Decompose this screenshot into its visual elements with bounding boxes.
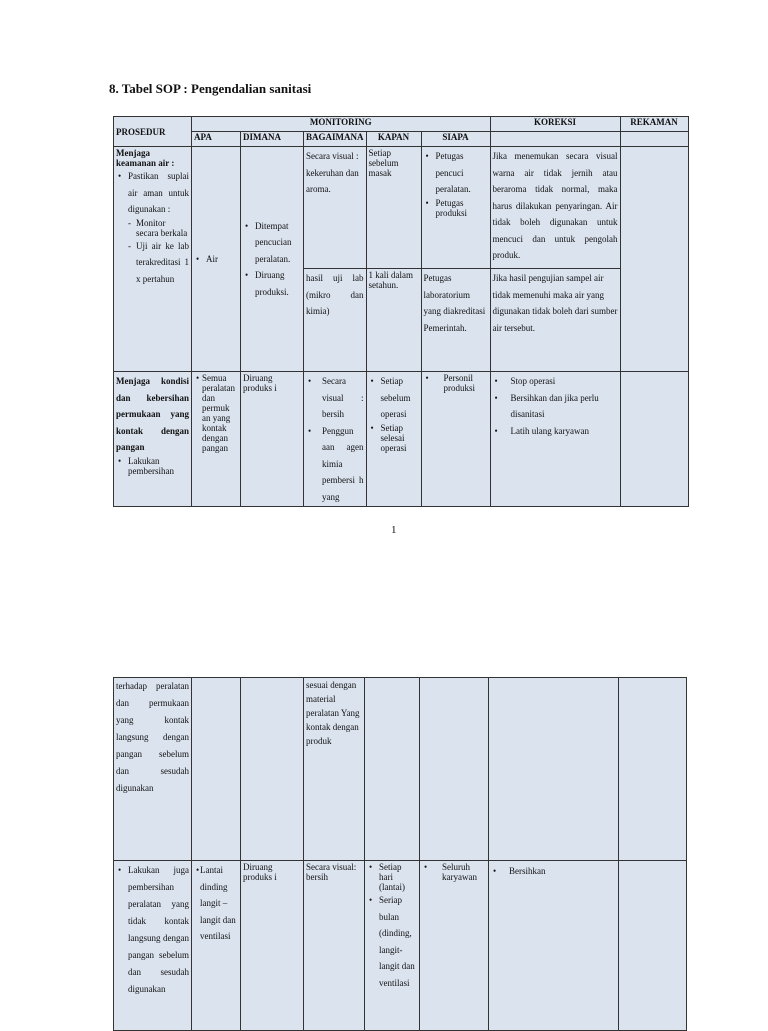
row3-apa	[192, 678, 241, 861]
sop-table-part-2	[113, 677, 687, 1031]
row2-prosedur	[114, 372, 192, 507]
row2-bagaimana	[304, 372, 367, 507]
row2-kapan	[366, 372, 421, 507]
row3-dimana	[241, 678, 304, 861]
row3-bagaimana: sesuai dengan material peralatan Yang kontak dengan produk	[304, 678, 365, 861]
row3-kapan	[365, 678, 420, 861]
row3-koreksi	[489, 678, 619, 861]
row3-prosedur: terhadap peralatan dan permukaan yang kontak langsung dengan pangan sebelum dan sesudah digunakan	[114, 678, 192, 861]
row1-kapan-b: 1 kali dalam setahun.	[366, 269, 421, 372]
page-title: 8. Tabel SOP : Pengendalian sanitasi	[109, 81, 312, 96]
row4-kapan-1: • Setiap hari (lantai)	[367, 862, 417, 892]
row1-siapa-a1: • Petugas pencuci peralatan.	[424, 148, 488, 198]
row3-rekaman	[619, 678, 687, 861]
row1-prosedur-bullet: • Pastikan suplai air aman untuk digunakan :	[116, 168, 189, 218]
row2-koreksi	[490, 372, 620, 507]
row1-rekaman	[620, 147, 688, 372]
row4-apa	[192, 861, 241, 1031]
row2-koreksi-2: • Bersihkan dan jika perlu disanitasi	[493, 390, 618, 423]
row2-koreksi-3: • Latih ulang karyawan	[493, 423, 618, 440]
sop-table-part-1	[113, 116, 689, 507]
header-dimana: DIMANA	[241, 132, 304, 147]
row1-prosedur-sub1: - Monitor secara berkala	[126, 218, 189, 238]
row2-prosedur-title: Menjaga kondisi dan kebersihan permukaan yang kontak dengan pangan	[116, 376, 189, 452]
header-siapa: SIAPA	[421, 132, 490, 147]
row2-bagaimana-2: • Penggun aan agen kimia pembersi h yang	[306, 423, 364, 506]
row2-siapa-text: • Personil produksi	[424, 373, 488, 393]
header-kapan: KAPAN	[366, 132, 421, 147]
row2-apa-text: • Semua peralatan dan permuk an yang kontak dengan pangan	[194, 373, 238, 453]
row1-siapa-a	[421, 147, 490, 269]
row1-kapan-a: Setiap sebelum masak	[366, 147, 421, 269]
row4-kapan	[365, 861, 420, 1031]
header-koreksi-sub	[490, 132, 620, 147]
row4-apa-text: • Lantai dinding langit – langit dan ventilasi	[194, 862, 238, 945]
row1-dimana-2: • Diruang produksi.	[243, 267, 301, 300]
row1-dimana-1: • Ditempat pencucian peralatan.	[243, 218, 301, 268]
header-rekaman: REKAMAN	[620, 117, 688, 132]
row1-apa-text: • Air	[194, 254, 238, 264]
row2-prosedur-bullet: • Lakukan pembersihan	[116, 456, 189, 476]
row1-prosedur-title: Menjaga keamanan air :	[116, 148, 175, 168]
header-bagaimana: BAGAIMANA	[304, 132, 367, 147]
row4-siapa	[420, 861, 489, 1031]
row4-kapan-2: • Seriap bulan (dinding, langit-langit dan ventilasi	[367, 892, 417, 991]
row2-kapan-1: • Setiap sebelum operasi	[369, 373, 419, 423]
row1-dimana	[241, 147, 304, 372]
row2-koreksi-1: • Stop operasi	[493, 373, 618, 390]
row4-prosedur	[114, 861, 192, 1031]
row4-koreksi-text: • Bersihkan	[491, 866, 616, 876]
row2-apa	[192, 372, 241, 507]
row2-rekaman	[620, 372, 688, 507]
row1-koreksi-b: Jika hasil pengujian sampel air tidak memenuhi maka air yang digunakan tidak boleh dari sumber air tersebut.	[490, 269, 620, 372]
row1-prosedur	[114, 147, 192, 372]
row4-dimana: Diruang produks i	[241, 861, 304, 1031]
row4-prosedur-text: • Lakukan juga pembersihan peralatan yang tidak kontak langsung dengan pangan sebelum dan sesudah digunakan	[116, 862, 189, 998]
row4-rekaman	[619, 861, 687, 1031]
row1-bagaimana-b: hasil uji lab (mikro dan kimia)	[304, 269, 367, 372]
row1-siapa-a2: • Petugas produksi	[424, 198, 488, 218]
row2-kapan-2: • Setiap selesai operasi	[369, 423, 419, 453]
row1-koreksi-a: Jika menemukan secara visual warna air tidak jernih atau beraroma tidak normal, maka harus dilakukan penyaringan. Air tidak boleh digunakan untuk mencuci dan untuk pengolah produk.	[490, 147, 620, 269]
row2-siapa	[421, 372, 490, 507]
row4-siapa-text: • Seluruh karyawan	[422, 862, 486, 882]
row1-apa	[192, 147, 241, 372]
header-apa: APA	[192, 132, 241, 147]
header-rekaman-sub	[620, 132, 688, 147]
row4-bagaimana: Secara visual: bersih	[304, 861, 365, 1031]
row1-siapa-b: Petugas laboratorium yang diakreditasi Pemerintah.	[421, 269, 490, 372]
page-number: 1	[391, 524, 397, 536]
row2-bagaimana-1: • Secara visual : bersih	[306, 373, 364, 423]
header-prosedur: PROSEDUR	[114, 117, 192, 147]
row1-bagaimana-a: Secara visual : kekeruhan dan aroma.	[304, 147, 367, 269]
row4-koreksi	[489, 861, 619, 1031]
header-koreksi: KOREKSI	[490, 117, 620, 132]
header-monitoring: MONITORING	[192, 117, 491, 132]
row2-dimana: Diruang produks i	[241, 372, 304, 507]
row3-siapa	[420, 678, 489, 861]
row1-prosedur-sub2: - Uji air ke lab terakreditasi 1 x pertahun	[126, 238, 189, 288]
